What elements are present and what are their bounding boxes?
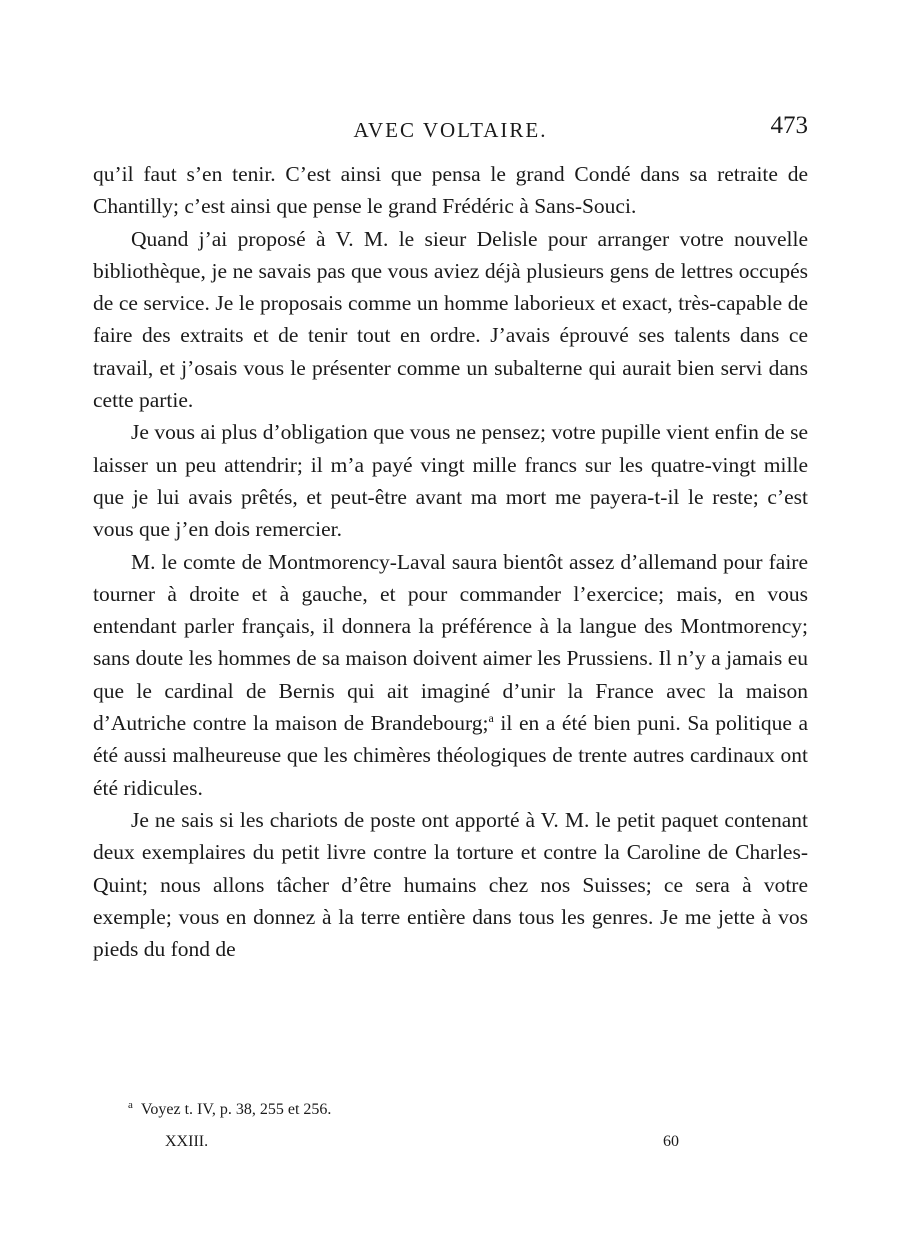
paragraph-2: Quand j’ai proposé à V. M. le sieur Delisle pour arranger votre nouvelle bibliothèque, je ne savais pas que vous aviez déjà plusieurs gens de lettres occupés de ce service. Je le proposais comme un homme laborieux et exact, très-capable de faire des extraits et de tenir tout en ordre. J’avais éprouvé ses talents dans ce travail, et j’osais vous le présenter comme un subalterne qui aurait bien servi dans cette partie. [93, 226, 808, 413]
footnote-mark: a [128, 1098, 133, 1111]
paragraph-4-text-a: M. le comte de Montmorency-Laval saura bientôt assez d’allemand pour faire tourner à droite et à gauche, et pour commander l’exercice; mais, en vous entendant parler français, il donnera la préférence à la langue des Montmorency; sans doute les hommes de sa maison doivent aimer les Prussiens. Il n’y a jamais eu que le cardinal de Bernis qui ait imaginé d’unir la France avec la maison d’Autriche contre la maison de Brandebourg; [93, 549, 808, 736]
running-title: AVEC VOLTAIRE. [353, 118, 548, 142]
paragraph-1: qu’il faut s’en tenir. C’est ainsi que pensa le grand Condé dans sa retraite de Chantilly; c’est ainsi que pense le grand Frédéric à Sans-Souci. [93, 162, 808, 219]
paragraph-4 [93, 546, 808, 804]
paragraph-5: Je ne sais si les chariots de poste ont apporté à V. M. le petit paquet contenant deux exemplaires du petit livre contre la torture et contre la Caroline de Charles-Quint; nous allons tâcher d’être humains chez nos Suisses; ce sera à votre exemple; vous en donnez à la terre entière dans tous les genres. Je me jette à vos pieds du fond de [93, 807, 808, 962]
footnote-reference: a [488, 710, 494, 725]
footnote-text: Voyez t. IV, p. 38, 255 et 256. [140, 1101, 332, 1118]
paragraph-3: Je vous ai plus d’obligation que vous ne pensez; votre pupille vient enfin de se laisser un peu attendrir; il m’a payé vingt mille francs sur les quatre-vingt mille que je lui avais prêtés, et peut-être avant ma mort me payera-t-il le reste; c’est vous que j’en dois remercier. [93, 420, 808, 542]
body-text [93, 158, 808, 965]
paragraph-4-text-b: il en a été bien puni. Sa politique a été aussi malheureuse que les chimères théologiques de trente autres cardinaux ont été ridicules. [93, 711, 808, 800]
page-number: 473 [770, 112, 808, 139]
running-head [93, 112, 808, 148]
footnote [128, 1098, 332, 1119]
sheet-number: 60 [663, 1133, 679, 1150]
signature-mark: XXIII. [165, 1133, 209, 1150]
